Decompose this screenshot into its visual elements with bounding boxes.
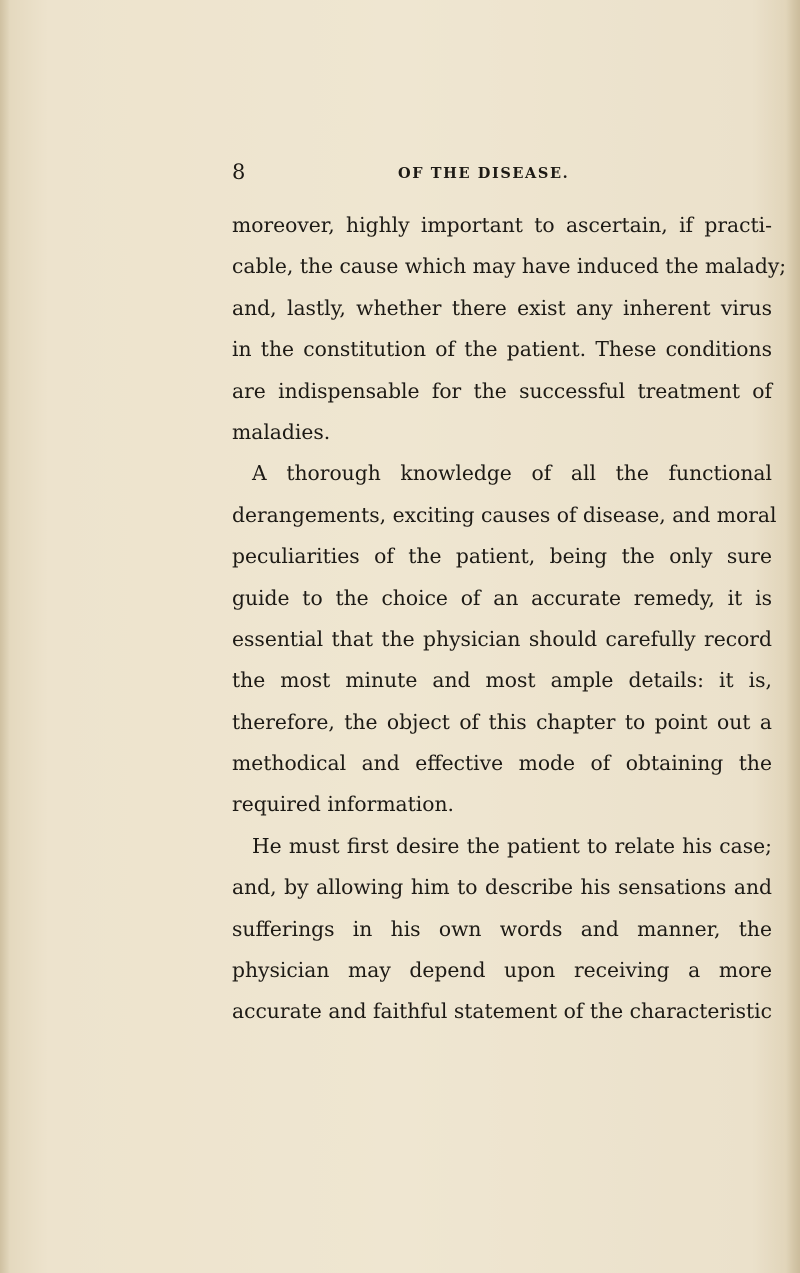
text-line: sufferings in his own words and manner, the <box>232 916 772 941</box>
page-left-edge-shadow <box>0 0 10 1273</box>
text-line: peculiarities of the patient, being the only sure <box>232 544 772 569</box>
page-title: OF THE DISEASE. <box>398 165 570 182</box>
text-line: in the constitution of the patient. These conditions <box>232 337 772 362</box>
text-line: physician may depend upon receiving a more <box>232 958 772 983</box>
text-line: cable, the cause which may have induced the malady; <box>232 254 787 279</box>
text-line: required information. <box>232 792 454 817</box>
paragraph-first-line: He must first desire the patient to relate his case; <box>252 833 772 858</box>
text-line: methodical and effective mode of obtaining the <box>232 751 772 776</box>
text-line: the most minute and most ample details: it is, <box>232 668 772 693</box>
page-number: 8 <box>232 160 246 184</box>
text-line: therefore, the object of this chapter to point out a <box>232 709 772 734</box>
text-line: maladies. <box>232 419 331 444</box>
text-line: are indispensable for the successful treatment of <box>232 378 772 403</box>
body-text <box>232 205 787 1033</box>
text-line: derangements, exciting causes of disease, and moral <box>232 502 777 527</box>
text-line: moreover, highly important to ascertain, if practi- <box>232 213 772 237</box>
paragraph-first-line: A thorough knowledge of all the functional <box>252 461 772 486</box>
text-line: accurate and faithful statement of the characteristic <box>232 999 772 1024</box>
page-right-edge-shadow <box>786 0 800 1273</box>
text-line: guide to the choice of an accurate remedy, it is <box>232 585 772 610</box>
text-line: and, by allowing him to describe his sensations and <box>232 875 772 900</box>
text-line: essential that the physician should carefully record <box>232 626 772 651</box>
running-head <box>232 160 772 190</box>
text-line: and, lastly, whether there exist any inherent virus <box>232 295 772 320</box>
